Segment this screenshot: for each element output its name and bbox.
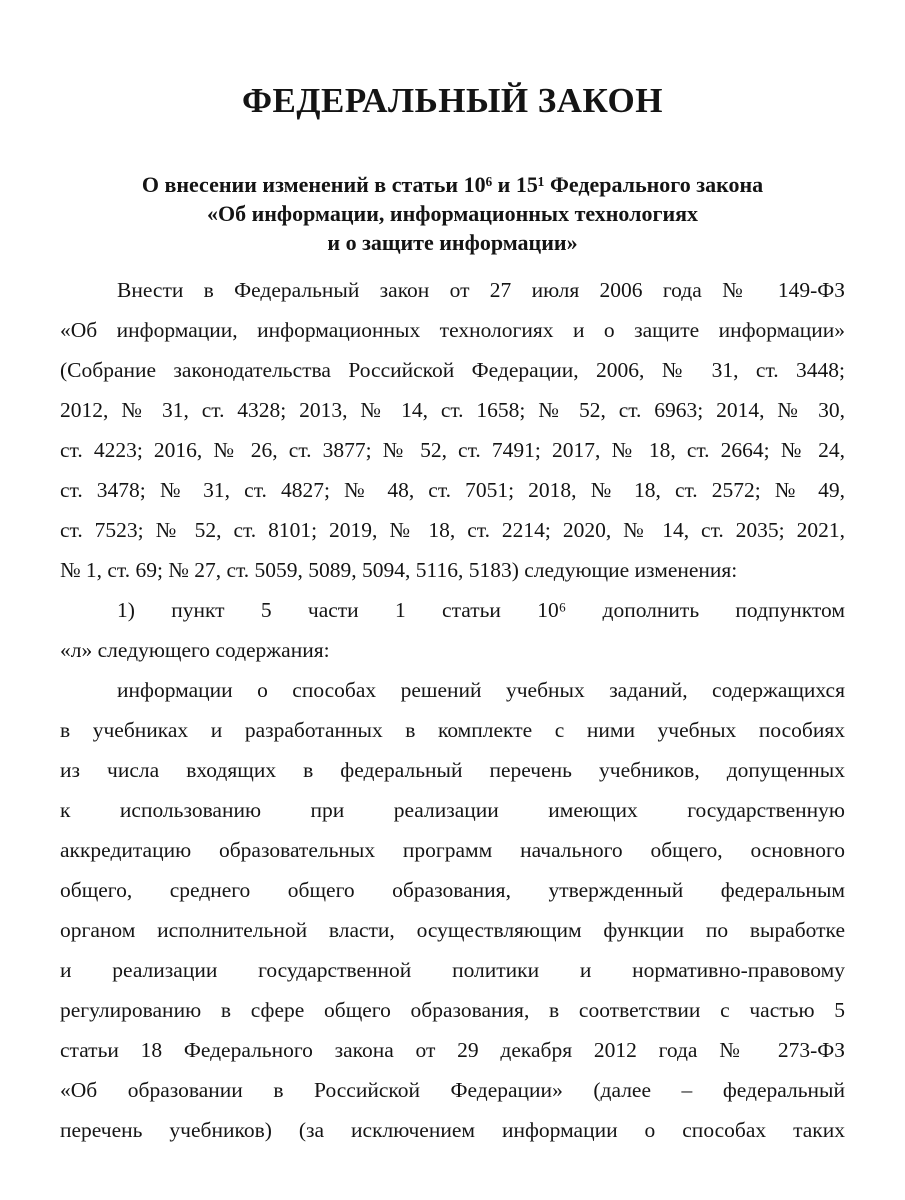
document-title: ФЕДЕРАЛЬНЫЙ ЗАКОН <box>242 81 663 120</box>
text-line: из числа входящих в федеральный перечень учебников, допущенных <box>60 758 845 782</box>
text-line: и реализации государственной политики и нормативно-правовому <box>60 958 845 982</box>
text-line: «Об образовании в Российской Федерации» (далее – федеральный <box>60 1078 845 1102</box>
text-line: аккредитацию образовательных программ начального общего, основного <box>60 838 845 862</box>
document-subtitle <box>60 170 845 257</box>
subtitle-line: О внесении изменений в статьи 10⁶ и 15¹ Федерального закона <box>141 172 764 197</box>
text-line: 2012, № 31, ст. 4328; 2013, № 14, ст. 1658; № 52, ст. 6963; 2014, № 30, <box>60 398 845 422</box>
text-line: перечень учебников) (за исключением информации о способах таких <box>60 1118 845 1142</box>
text-line: органом исполнительной власти, осуществляющим функции по выработке <box>60 918 845 942</box>
text-line: «Об информации, информационных технологиях и о защите информации» <box>60 318 845 342</box>
text-line: ст. 3478; № 31, ст. 4827; № 48, ст. 7051; 2018, № 18, ст. 2572; № 49, <box>60 478 845 502</box>
text-line: статьи 18 Федерального закона от 29 декабря 2012 года № 273-ФЗ <box>60 1038 845 1062</box>
text-line: (Собрание законодательства Российской Федерации, 2006, № 31, ст. 3448; <box>60 358 845 382</box>
text-line: регулированию в сфере общего образования, в соответствии с частью 5 <box>60 998 845 1022</box>
text-line: № 1, ст. 69; № 27, ст. 5059, 5089, 5094, 5116, 5183) следующие изменения: <box>60 558 738 582</box>
text-line: ст. 7523; № 52, ст. 8101; 2019, № 18, ст. 2214; 2020, № 14, ст. 2035; 2021, <box>60 518 845 542</box>
text-line: к использованию при реализации имеющих государственную <box>60 798 845 822</box>
text-line: общего, среднего общего образования, утвержденный федеральным <box>60 878 845 902</box>
text-line: в учебниках и разработанных в комплекте с ними учебных пособиях <box>60 718 845 742</box>
text-line: ст. 4223; 2016, № 26, ст. 3877; № 52, ст. 7491; 2017, № 18, ст. 2664; № 24, <box>60 438 845 462</box>
text-line: 1) пункт 5 части 1 статьи 10⁶ дополнить подпунктом <box>117 598 845 622</box>
text-line: «л» следующего содержания: <box>60 638 330 662</box>
subtitle-line: «Об информации, информационных технологиях <box>206 201 699 226</box>
text-line: информации о способах решений учебных заданий, содержащихся <box>117 678 845 702</box>
document-body <box>60 270 845 1150</box>
subtitle-line: и о защите информации» <box>327 230 578 255</box>
text-line: Внести в Федеральный закон от 27 июля 2006 года № 149-ФЗ <box>117 278 845 302</box>
